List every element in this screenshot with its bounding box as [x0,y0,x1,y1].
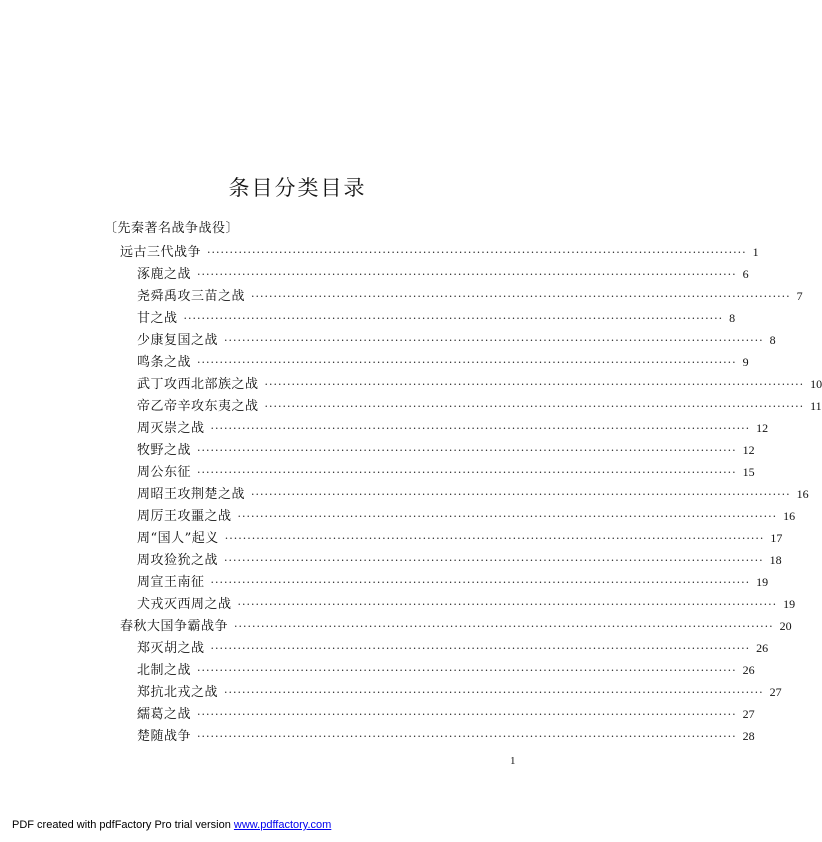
toc-entry-page: 8 [729,311,736,325]
toc-entry-page: 9 [742,355,749,369]
toc-entry-page: 16 [796,487,809,501]
toc-entry-title: 周昭王攻荆楚之战 [137,487,246,502]
toc-entry-page: 26 [756,641,769,655]
toc-entry-page: 17 [770,531,783,545]
toc-entry-page: 6 [742,267,749,281]
toc-entry-page: 8 [769,333,776,347]
toc-entry[interactable] [137,263,749,285]
toc-entry-title: 繻葛之战 [137,707,192,722]
toc-entry[interactable] [137,439,755,461]
toc-entry-page: 27 [769,685,782,699]
toc-entry[interactable] [137,395,822,417]
dot-leader: ························································································································ [224,532,765,545]
toc-entry[interactable] [137,483,809,505]
toc-entry-page: 28 [742,729,755,743]
dot-leader: ························································································································ [197,444,737,457]
dot-leader: ························································································································ [264,378,805,391]
dot-leader: ························································································································ [197,268,737,281]
toc-entry-title: 鸣条之战 [137,355,192,370]
toc-entry-title: 少康复国之战 [137,333,219,348]
toc-entry[interactable] [137,505,796,527]
toc-entry[interactable] [137,351,749,373]
dot-leader: ························································································································ [237,598,778,611]
toc-entry[interactable] [137,549,782,571]
dot-leader: ························································································································ [224,334,764,347]
toc-entry-page: 12 [742,443,755,457]
toc-entry[interactable] [137,725,755,747]
toc-entry[interactable] [137,703,755,725]
toc-entry[interactable] [137,637,769,659]
toc-entry[interactable] [137,461,755,483]
toc-entry[interactable] [137,681,782,703]
page-title: 条目分类目录 [228,176,367,200]
dot-leader: ························································································································ [251,488,791,501]
toc-entry-title: 春秋大国争霸战争 [120,619,229,634]
toc-entry[interactable] [137,659,755,681]
dot-leader: ························································································································ [210,642,751,655]
toc-entry-title: 牧野之战 [137,443,192,458]
dot-leader: ························································································································ [197,356,737,369]
toc-entry-title: 周灭崇之战 [137,421,205,436]
footer-link[interactable]: www.pdffactory.com [233,819,332,831]
toc-entry-title: 尧舜禹攻三苗之战 [137,289,246,304]
toc-entry-page: 27 [742,707,755,721]
dot-leader: ························································································································ [237,510,778,523]
toc-entry-page: 10 [810,377,822,391]
dot-leader: ························································································································ [251,290,791,303]
toc-entry[interactable] [137,307,736,329]
toc-entry-page: 19 [783,597,796,611]
toc-entry-title: 犬戎灭西周之战 [137,597,232,612]
dot-leader: ························································································································ [207,246,747,259]
toc-entry-title: 周厉王攻噩之战 [137,509,232,524]
toc-entry-title: 北制之战 [137,663,192,678]
toc-entry-title: 帝乙帝辛攻东夷之战 [137,399,259,414]
dot-leader: ························································································································ [224,686,764,699]
toc-entry[interactable] [137,417,769,439]
toc-entry-title: 涿鹿之战 [137,267,192,282]
dot-leader: ························································································································ [210,422,751,435]
toc-entry-page: 19 [756,575,769,589]
toc-entry[interactable] [120,615,792,637]
dot-leader: ························································································································ [197,730,737,743]
toc-entry[interactable] [137,285,803,307]
toc-entry[interactable] [137,329,776,351]
dot-leader: ························································································································ [234,620,774,633]
dot-leader: ························································································································ [210,576,751,589]
toc-entry-page: 7 [796,289,803,303]
toc-entry-title: 周宣王南征 [137,575,205,590]
toc-entry-title: 郑抗北戎之战 [137,685,219,700]
dot-leader: ························································································································ [183,312,724,325]
toc-entry-page: 15 [742,465,755,479]
toc-entry[interactable] [120,241,759,263]
toc-entry[interactable] [137,593,796,615]
toc-entry-page: 18 [769,553,782,567]
dot-leader: ························································································································ [197,708,737,721]
toc-entry-page: 12 [756,421,769,435]
toc-entry[interactable] [137,373,822,395]
toc-entry[interactable] [137,527,783,549]
pdf-footer [12,819,331,831]
toc-entry-title: 武丁攻西北部族之战 [137,377,259,392]
dot-leader: ························································································································ [224,554,764,567]
toc-entry-page: 11 [810,399,822,413]
toc-entry-title: 郑灭胡之战 [137,641,205,656]
toc-entry-title: 楚随战争 [137,729,192,744]
toc-entry-page: 16 [783,509,796,523]
dot-leader: ························································································································ [197,664,737,677]
toc-entry-page: 1 [752,245,759,259]
toc-entry-page: 20 [779,619,792,633]
toc-entry-title: 周公东征 [137,465,192,480]
toc-entry-title: 远古三代战争 [120,245,202,260]
toc-entry-title: 周攻猃狁之战 [137,553,219,568]
toc-entry-title: 甘之战 [137,311,178,326]
section-header: 〔先秦著名战争战役〕 [104,221,240,236]
toc-entry-page: 26 [742,663,755,677]
dot-leader: ························································································································ [197,466,737,479]
toc-entry[interactable] [137,571,769,593]
footer-text: PDF created with pdfFactory Pro trial version [12,819,234,831]
page-number: 1 [510,755,516,767]
toc-entry-title: 周“国人”起义 [137,531,219,546]
dot-leader: ························································································································ [264,400,805,413]
